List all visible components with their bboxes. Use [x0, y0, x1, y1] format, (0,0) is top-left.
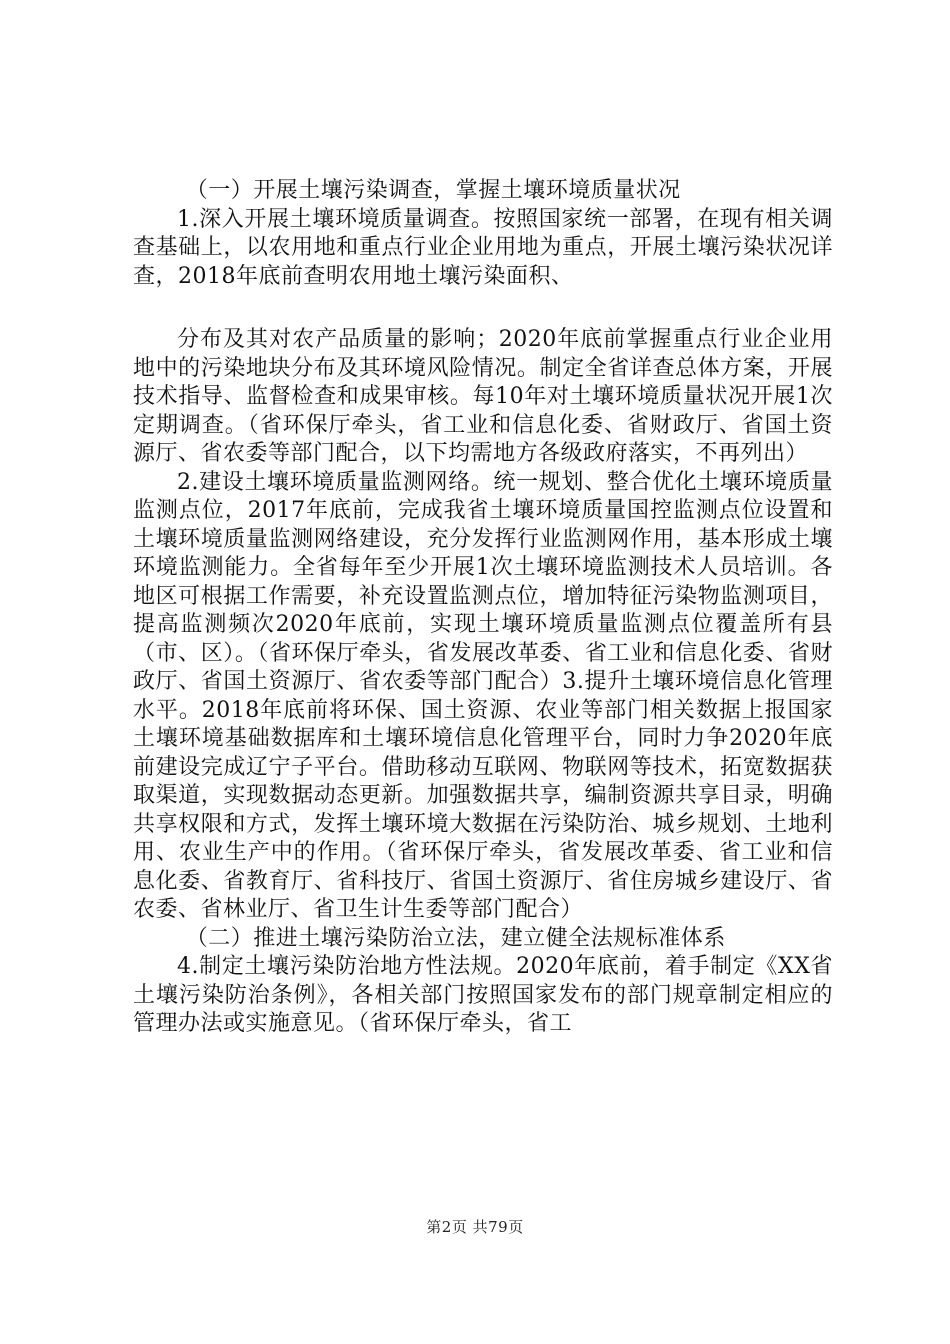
- item-1-paragraph-continued: 分布及其对农产品质量的影响；2020年底前掌握重点行业企业用地中的污染地块分布及其环境风险情况。制定全省详查总体方案，开展技术指导、监督检查和成果审核。每10年对土壤环境质量状况开展1次定期调查。（省环保厅牵头，省工业和信息化委、省财政厅、省国土资源厅、省农委等部门配合，以下均需地方各级政府落实，不再列出）: [133, 327, 833, 466]
- item-2-3-paragraph: 2.建设土壤环境质量监测网络。统一规划、整合优化土壤环境质量监测点位，2017年底前，完成我省土壤环境质量国控监测点位设置和土壤环境质量监测网络建设，充分发挥行业监测网作用，基本形成土壤环境监测能力。全省每年至少开展1次土壤环境监测技术人员培训。各地区可根据工作需要，补充设置监测点位，增加特征污染物监测项目，提高监测频次2020年底前，实现土壤环境质量监测点位覆盖所有县（市、区）。（省环保厅牵头，省发展改革委、省工业和信息化委、省财政厅、省国土资源厅、省农委等部门配合）3.提升土壤环境信息化管理水平。2018年底前将环保、国土资源、农业等部门相关数据上报国家土壤环境基础数据库和土壤环境信息化管理平台，同时力争2020年底前建设完成辽宁子平台。借助移动互联网、物联网等技术，拓宽数据获取渠道，实现数据动态更新。加强数据共享，编制资源共享目录，明确共享权限和方式，发挥土壤环境大数据在污染防治、城乡规划、土地利用、农业生产中的作用。（省环保厅牵头，省发展改革委、省工业和信息化委、省教育厅、省科技厅、省国土资源厅、省住房城乡建设厅、省农委、省林业厅、省卫生计生委等部门配合）: [133, 469, 833, 922]
- text-block-upper: [133, 177, 833, 291]
- section-1-heading: （一）开展土壤污染调查，掌握土壤环境质量状况: [185, 178, 681, 203]
- page-number-footer: 第2页 共79页: [426, 1218, 524, 1236]
- item-4-paragraph: 4.制定土壤污染防治地方性法规。2020年底前，着手制定《XX省土壤污染防治条例》，各相关部门按照国家发布的部门规章制定相应的管理办法或实施意见。（省环保厅牵头，省工: [133, 954, 833, 1036]
- text-block-lower: [133, 326, 833, 1039]
- item-1-paragraph-start: 1.深入开展土壤环境质量调查。按照国家统一部署，在现有相关调查基础上，以农用地和重点行业企业用地为重点，开展土壤污染状况详查，2018年底前查明农用地土壤污染面积、: [133, 206, 833, 289]
- section-2-heading: （二）推进土壤污染防治立法，建立健全法规标准体系: [185, 925, 726, 951]
